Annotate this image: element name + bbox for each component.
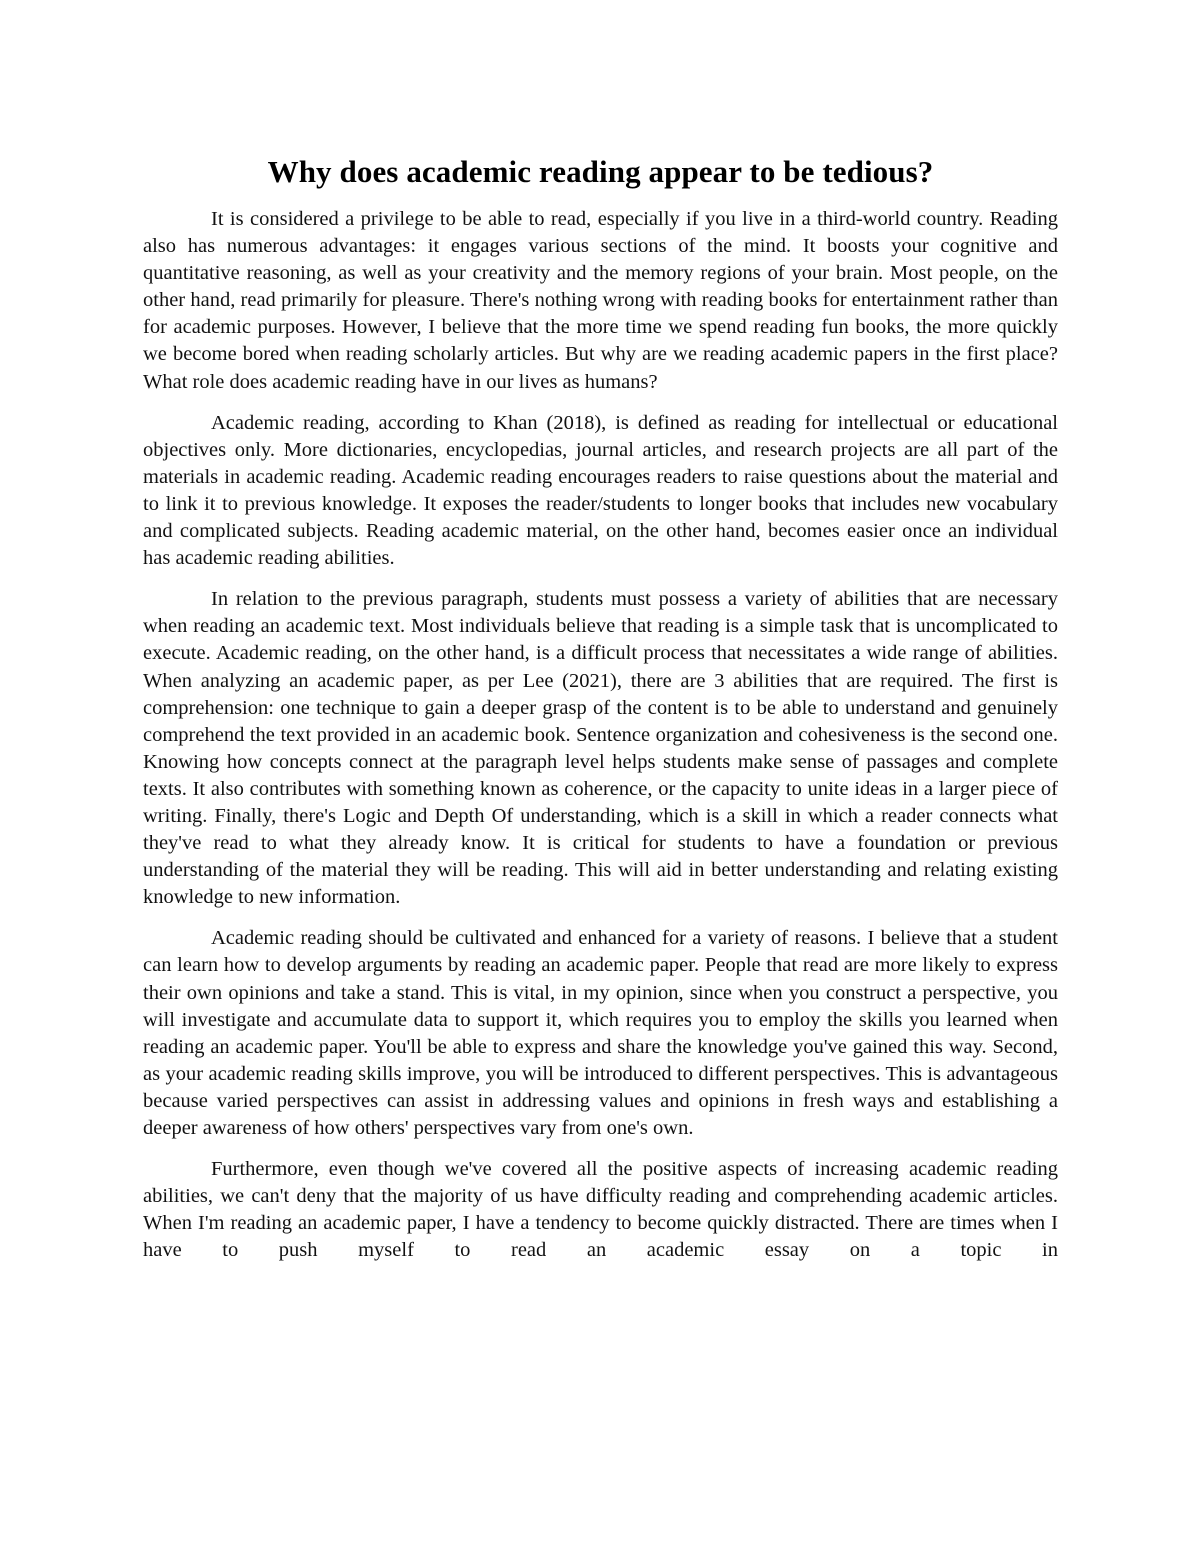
document-body — [143, 152, 1058, 1264]
document-title: Why does academic reading appear to be tedious? — [267, 154, 934, 189]
paragraph-4: Academic reading should be cultivated and enhanced for a variety of reasons. I believe that a student can learn how to develop arguments by reading an academic paper. People that read are more likely to express their own opinions and take a stand. This is vital, in my opinion, since when you construct a perspective, you will investigate and accumulate data to support it, which requires you to employ the skills you learned when reading an academic paper. You'll be able to express and share the knowledge you've gained this way. Second, as your academic reading skills improve, you will be introduced to different perspectives. This is advantageous because varied perspectives can assist in addressing values and opinions in fresh ways and establishing a deeper awareness of how others' perspectives vary from one's own. — [143, 927, 1058, 1139]
paragraph-2: Academic reading, according to Khan (2018), is defined as reading for intellectual or educational objectives only. More dictionaries, encyclopedias, journal articles, and research projects are all part of the materials in academic reading. Academic reading encourages readers to raise questions about the material and to link it to previous knowledge. It exposes the reader/students to longer books that includes new vocabulary and complicated subjects. Reading academic material, on the other hand, becomes easier once an individual has academic reading abilities. — [143, 411, 1058, 570]
paragraph-1: It is considered a privilege to be able to read, especially if you live in a third-world country. Reading also has numerous advantages: it engages various sections of the mind. It boosts your cognitive and quantitative reasoning, as well as your creativity and the memory regions of your brain. Most people, on the other hand, read primarily for pleasure. There's nothing wrong with reading books for entertainment rather than for academic purposes. However, I believe that the more time we spend reading fun books, the more quickly we become bored when reading scholarly articles. But why are we reading academic papers in the first place? What role does academic reading have in our lives as humans? — [143, 208, 1058, 393]
paragraph-3: In relation to the previous paragraph, students must possess a variety of abilities that are necessary when reading an academic text. Most individuals believe that reading is a simple task that is uncomplicated to execute. Academic reading, on the other hand, is a difficult process that necessitates a wide range of abilities. When analyzing an academic paper, as per Lee (2021), there are 3 abilities that are required. The first is comprehension: one technique to gain a deeper grasp of the content is to be able to understand and genuinely comprehend the text provided in an academic book. Sentence organization and cohesiveness is the second one. Knowing how concepts connect at the paragraph level helps students make sense of passages and complete texts. It also contributes with something known as coherence, or the capacity to unite ideas in a larger piece of writing. Finally, there's Logic and Depth Of understanding, which is a skill in which a reader connects what they've read to what they already know. It is critical for students to have a foundation or previous understanding of the material they will be reading. This will aid in better understanding and relating existing knowledge to new information. — [143, 588, 1058, 909]
paragraph-5: Furthermore, even though we've covered all the positive aspects of increasing academic reading abilities, we can't deny that the majority of us have difficulty reading and comprehending academic articles. When I'm reading an academic paper, I have a tendency to become quickly distracted. There are times when I have to push myself to read an academic essay on a topic in — [143, 1158, 1058, 1262]
